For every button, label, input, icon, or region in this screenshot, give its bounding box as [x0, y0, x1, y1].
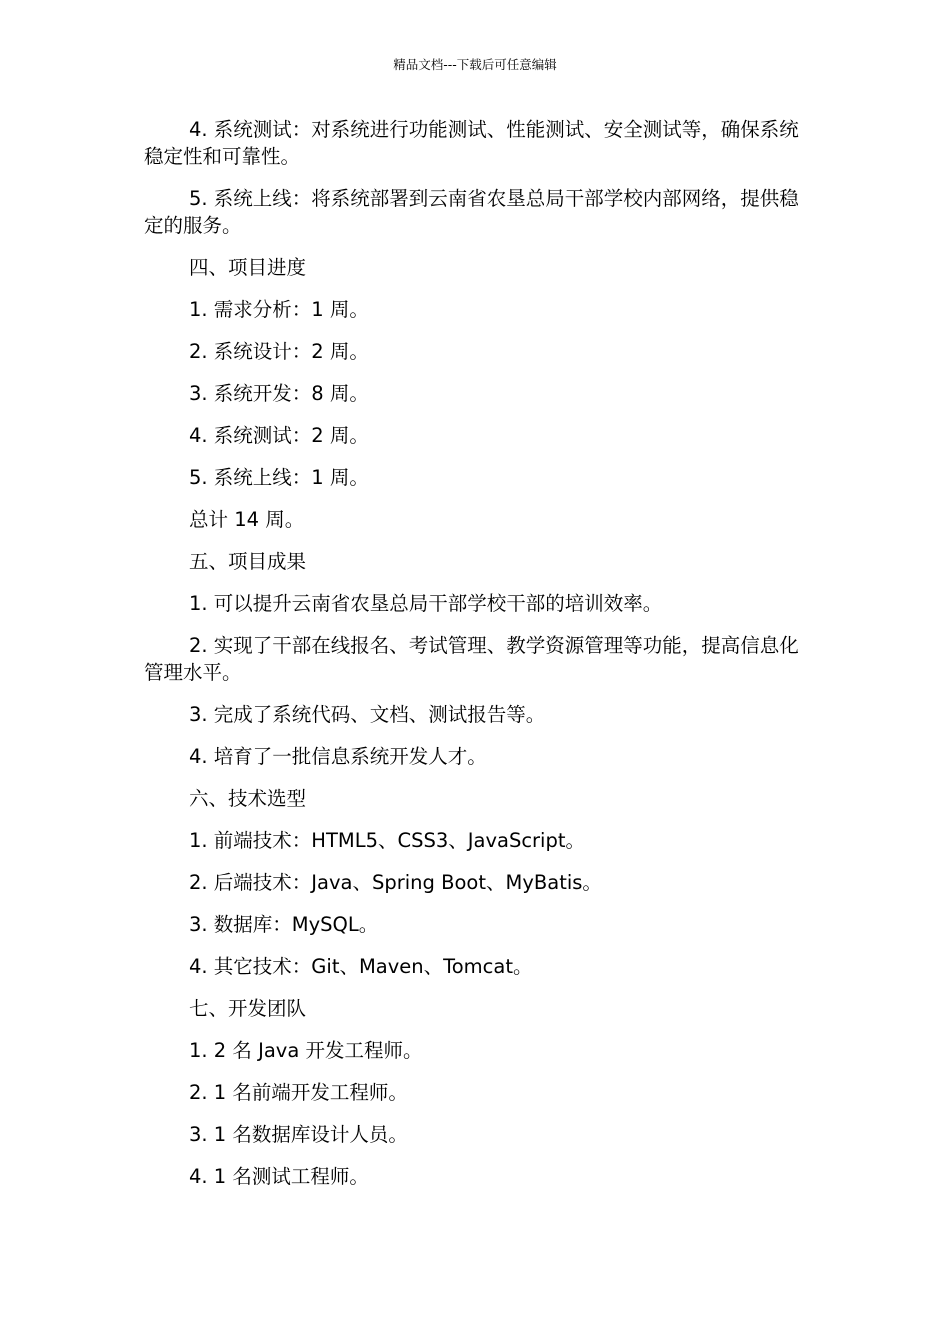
section-heading-dev-team: 七、开发团队	[189, 997, 307, 1020]
team-item-testing: 4. 1 名测试工程师。	[189, 1165, 369, 1188]
document-body	[144, 116, 799, 1205]
result-item-features: 2. 实现了干部在线报名、考试管理、教学资源管理等功能，提高信息化管理水平。	[144, 634, 799, 684]
schedule-item-design: 2. 系统设计：2 周。	[189, 340, 369, 363]
schedule-item-development: 3. 系统开发：8 周。	[189, 382, 369, 405]
tech-item-other: 4. 其它技术：Git、Maven、Tomcat。	[189, 955, 533, 978]
tech-item-frontend: 1. 前端技术：HTML5、CSS3、JavaScript。	[189, 829, 585, 852]
tech-item-database: 3. 数据库：MySQL。	[189, 913, 379, 936]
schedule-item-requirements: 1. 需求分析：1 周。	[189, 298, 369, 321]
section-heading-project-schedule: 四、项目进度	[189, 256, 307, 279]
team-item-frontend: 2. 1 名前端开发工程师。	[189, 1081, 408, 1104]
paragraph-system-launch: 5. 系统上线：将系统部署到云南省农垦总局干部学校内部网络，提供稳定的服务。	[144, 187, 799, 237]
section-heading-tech-stack: 六、技术选型	[189, 787, 307, 810]
page-header: 精品文档---下载后可任意编辑	[393, 57, 557, 72]
section-heading-project-results: 五、项目成果	[189, 550, 307, 573]
schedule-item-launch: 5. 系统上线：1 周。	[189, 466, 369, 489]
schedule-item-testing: 4. 系统测试：2 周。	[189, 424, 369, 447]
team-item-database: 3. 1 名数据库设计人员。	[189, 1123, 408, 1146]
team-item-java: 1. 2 名 Java 开发工程师。	[189, 1039, 423, 1062]
result-item-deliverables: 3. 完成了系统代码、文档、测试报告等。	[189, 703, 546, 726]
result-item-talent: 4. 培育了一批信息系统开发人才。	[189, 745, 487, 768]
paragraph-system-testing: 4. 系统测试：对系统进行功能测试、性能测试、安全测试等，确保系统稳定性和可靠性。	[144, 118, 799, 168]
result-item-efficiency: 1. 可以提升云南省农垦总局干部学校干部的培训效率。	[189, 592, 663, 615]
tech-item-backend: 2. 后端技术：Java、Spring Boot、MyBatis。	[189, 871, 602, 894]
schedule-total: 总计 14 周。	[189, 508, 305, 531]
